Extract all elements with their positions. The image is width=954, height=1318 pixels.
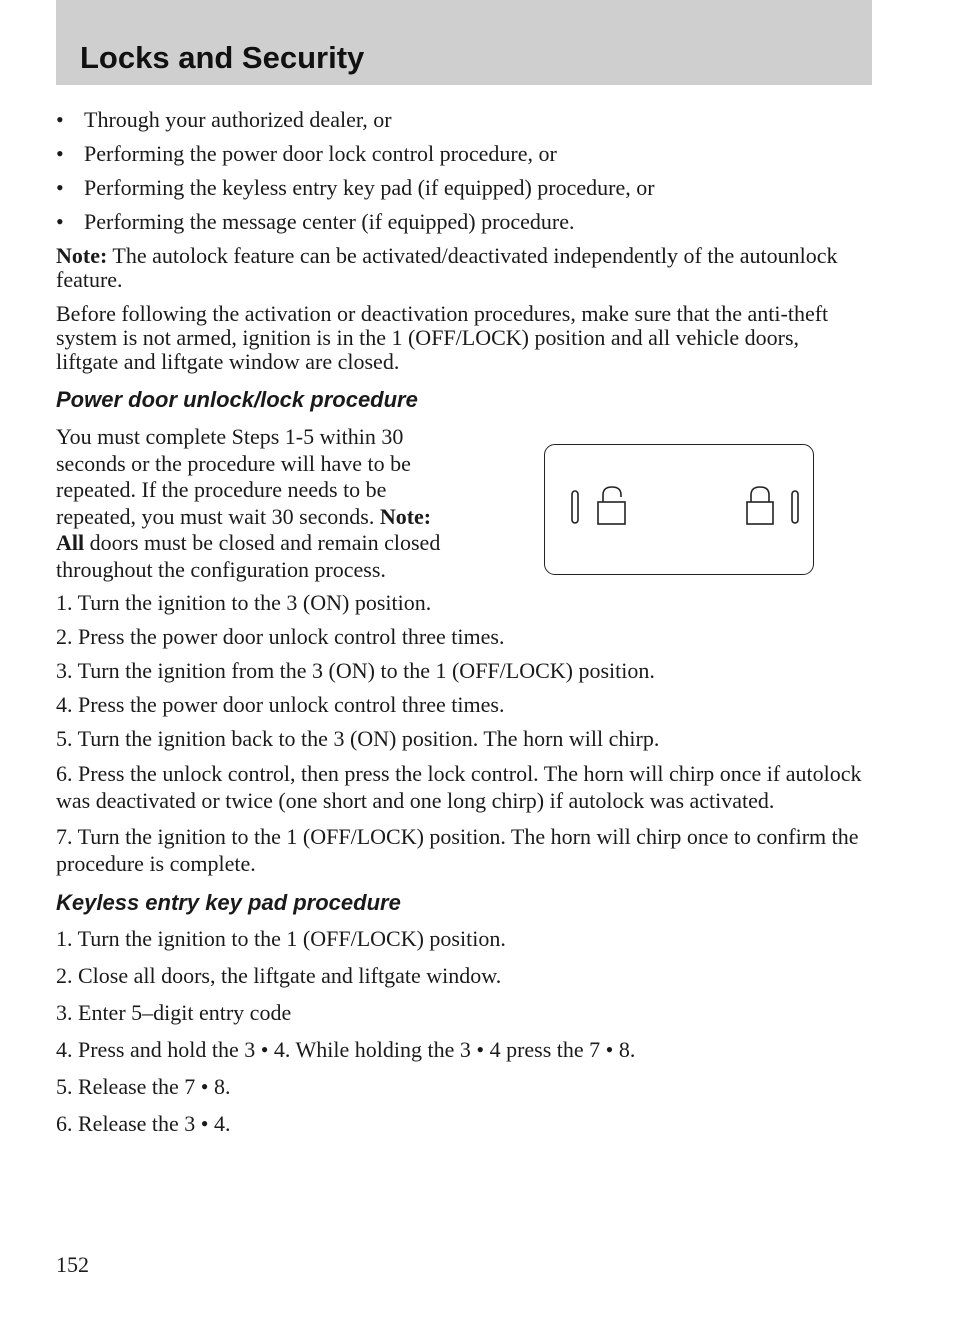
power-steps-list	[56, 591, 866, 877]
bullet-icon: •	[56, 141, 64, 166]
list-item-text: Performing the keyless entry key pad (if equipped) procedure, or	[84, 175, 655, 200]
list-item: 3. Enter 5–digit entry code	[56, 1000, 292, 1025]
bullet-icon: •	[56, 107, 64, 132]
list-item: 5. Release the 7 • 8.	[56, 1074, 231, 1099]
intro-note-label: Note:	[379, 503, 432, 529]
bullet-list	[56, 108, 866, 234]
header-band	[56, 0, 872, 85]
keypad-section-heading: Keyless entry key pad procedure	[56, 890, 401, 915]
intro-text-b: doors must be closed and remain closed throughout the configuration process.	[56, 530, 441, 582]
autolock-note	[56, 244, 866, 292]
list-item	[56, 142, 866, 166]
list-item: 7. Turn the ignition to the 1 (OFF/LOCK) position. The horn will chirp once to confirm the procedure is complete.	[56, 824, 859, 876]
lock-bar-icon	[792, 491, 798, 523]
list-item: 2. Press the power door unlock control three times.	[56, 624, 505, 649]
intro-text-a: You must complete Steps 1-5 within 30 seconds or the procedure will have to be repeated. If the procedure needs to be repeated, you must wait 30 seconds.	[56, 424, 411, 529]
door-lock-switch-svg	[545, 445, 815, 576]
page-content	[56, 108, 866, 1149]
unlock-bar-icon	[572, 491, 578, 523]
bullet-icon: •	[56, 175, 64, 200]
power-intro-text	[56, 424, 461, 583]
bullet-icon: •	[56, 209, 64, 234]
note-text: The autolock feature can be activated/deactivated independently of the autounlock feature.	[56, 243, 838, 292]
door-lock-switch-illustration	[544, 444, 814, 575]
note-label: Note:	[56, 243, 108, 268]
list-item: 6. Release the 3 • 4.	[56, 1111, 231, 1136]
power-section-heading: Power door unlock/lock procedure	[56, 387, 418, 412]
list-item	[56, 210, 866, 234]
before-paragraph: Before following the activation or deactivation procedures, make sure that the anti-theft system is not armed, ignition is in the 1 (OFF/LOCK) position and all vehicle doors, liftgate and liftgate window are closed.	[56, 301, 829, 374]
list-item-text: Performing the message center (if equipped) procedure.	[84, 209, 575, 234]
list-item: 1. Turn the ignition to the 3 (ON) position.	[56, 590, 432, 615]
list-item	[56, 108, 866, 132]
lock-padlock-icon	[747, 487, 773, 524]
unlock-padlock-icon	[598, 487, 625, 524]
keypad-steps-list	[56, 927, 866, 1136]
list-item-text: Through your authorized dealer, or	[84, 107, 392, 132]
list-item: 6. Press the unlock control, then press the lock control. The horn will chirp once if autolock was deactivated or twice (one short and one long chirp) if autolock was activated.	[56, 761, 862, 813]
list-item: 4. Press the power door unlock control three times.	[56, 692, 505, 717]
page-number: 152	[56, 1252, 89, 1277]
page-title: Locks and Security	[80, 40, 365, 75]
list-item	[56, 176, 866, 200]
power-intro	[56, 424, 866, 583]
list-item: 3. Turn the ignition from the 3 (ON) to the 1 (OFF/LOCK) position.	[56, 658, 655, 683]
list-item: 5. Turn the ignition back to the 3 (ON) position. The horn will chirp.	[56, 726, 660, 751]
list-item: 4. Press and hold the 3 • 4. While holding the 3 • 4 press the 7 • 8.	[56, 1037, 636, 1062]
list-item: 1. Turn the ignition to the 1 (OFF/LOCK) position.	[56, 926, 506, 951]
list-item-text: Performing the power door lock control procedure, or	[84, 141, 557, 166]
intro-all-label: All	[56, 530, 85, 555]
list-item: 2. Close all doors, the liftgate and liftgate window.	[56, 963, 502, 988]
